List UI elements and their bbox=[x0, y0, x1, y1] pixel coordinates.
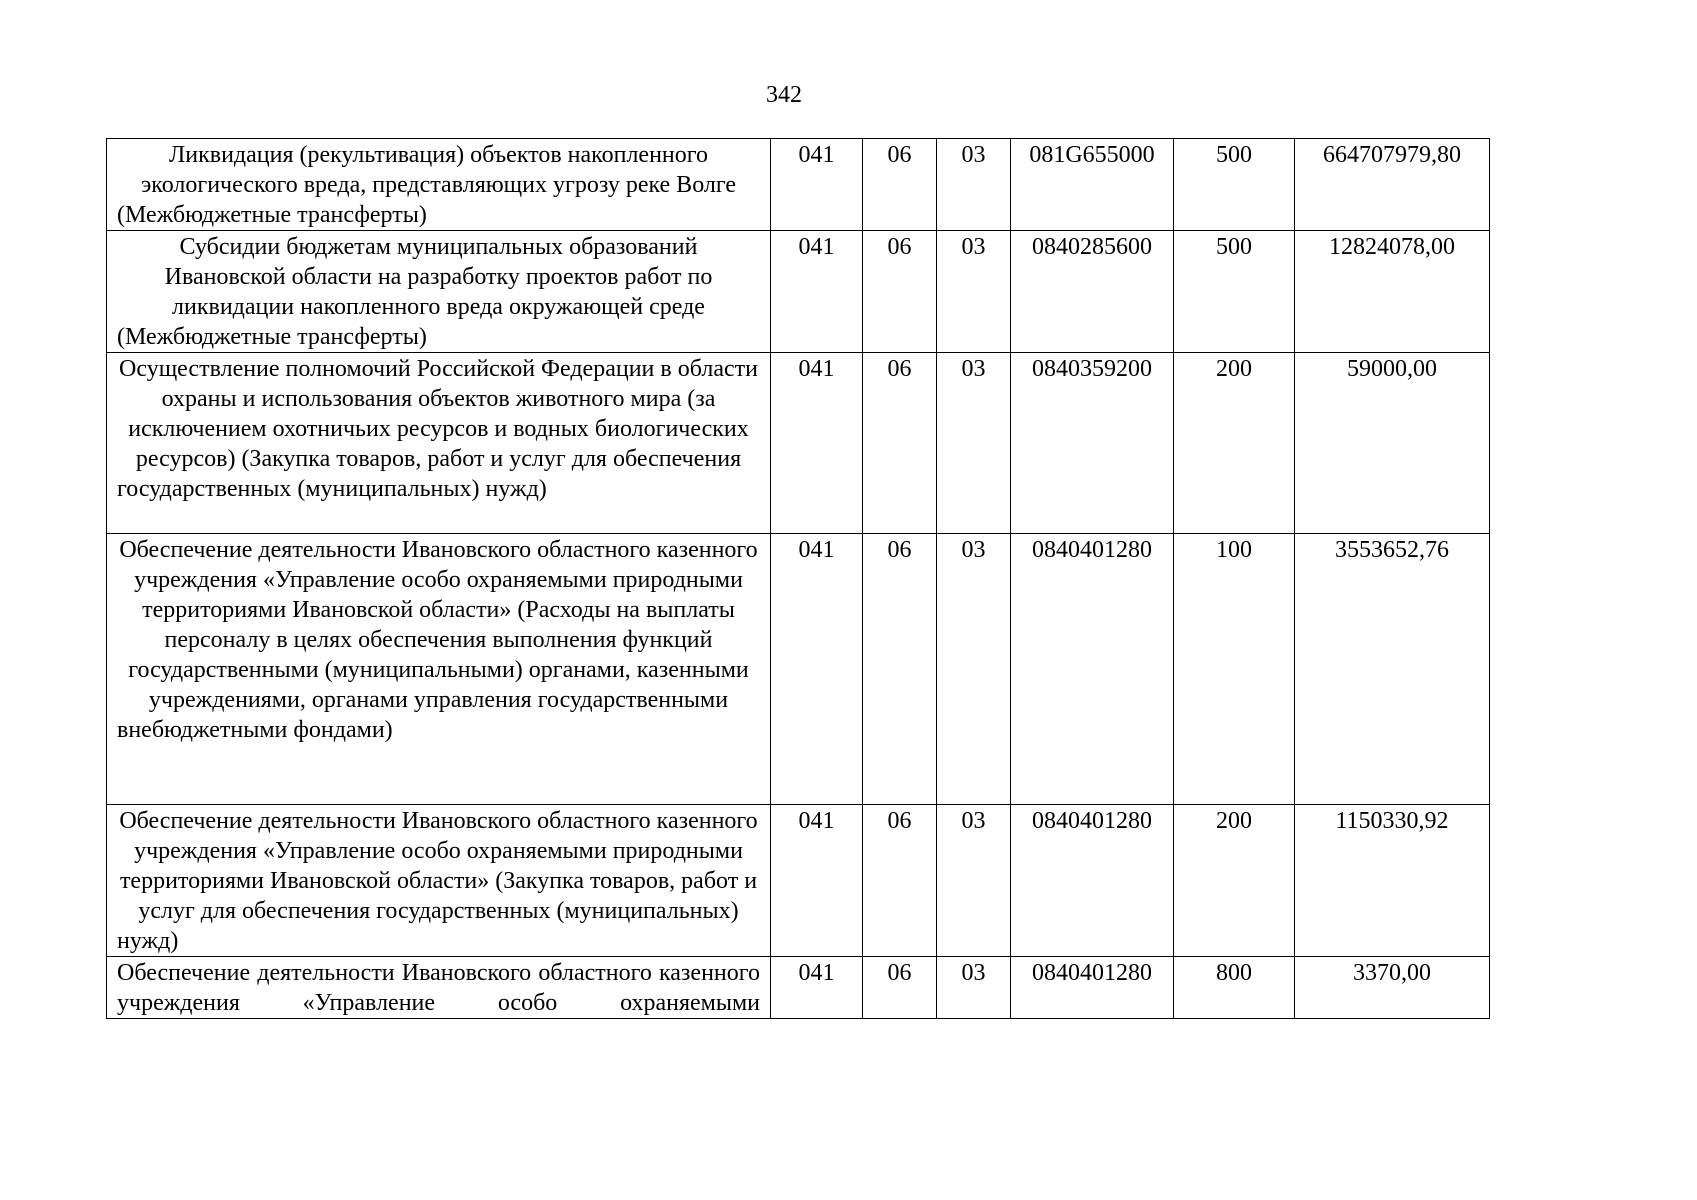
row-section-code: 06 bbox=[863, 805, 937, 957]
row-expense-type-code: 100 bbox=[1174, 534, 1295, 805]
table-row bbox=[107, 957, 1490, 1019]
row-target-article-code: 0840401280 bbox=[1011, 805, 1174, 957]
table-row bbox=[107, 805, 1490, 957]
row-expense-type-code: 500 bbox=[1174, 231, 1295, 353]
row-amount: 59000,00 bbox=[1295, 353, 1490, 534]
row-expense-type-code: 200 bbox=[1174, 805, 1295, 957]
row-target-article-code: 081G655000 bbox=[1011, 139, 1174, 231]
row-subsection-code: 03 bbox=[937, 805, 1011, 957]
table-row bbox=[107, 353, 1490, 534]
row-amount: 12824078,00 bbox=[1295, 231, 1490, 353]
row-expense-type-code: 500 bbox=[1174, 139, 1295, 231]
row-grbs-code: 041 bbox=[771, 353, 863, 534]
row-description: Обеспечение деятельности Ивановского областного казенного учреждения «Управление особо охраняемыми bbox=[107, 957, 771, 1019]
row-amount: 664707979,80 bbox=[1295, 139, 1490, 231]
row-grbs-code: 041 bbox=[771, 957, 863, 1019]
row-amount: 1150330,92 bbox=[1295, 805, 1490, 957]
row-section-code: 06 bbox=[863, 231, 937, 353]
page-number: 342 bbox=[766, 82, 802, 108]
row-expense-type-code: 800 bbox=[1174, 957, 1295, 1019]
row-description: Субсидии бюджетам муниципальных образований Ивановской области на разработку проектов работ по ликвидации накопленного вреда окружающей среде (Межбюджетные трансферты) bbox=[107, 231, 771, 353]
row-section-code: 06 bbox=[863, 534, 937, 805]
row-subsection-code: 03 bbox=[937, 957, 1011, 1019]
row-subsection-code: 03 bbox=[937, 139, 1011, 231]
row-description: Обеспечение деятельности Ивановского областного казенного учреждения «Управление особо охраняемыми природными территориями Ивановской области» (Расходы на выплаты персоналу в целях обеспечения выполнения функций государственными (муниципальными) органами, казенными учреждениями, органами управления государственными внебюджетными фондами) bbox=[107, 534, 771, 805]
row-target-article-code: 0840285600 bbox=[1011, 231, 1174, 353]
row-target-article-code: 0840359200 bbox=[1011, 353, 1174, 534]
row-target-article-code: 0840401280 bbox=[1011, 957, 1174, 1019]
row-subsection-code: 03 bbox=[937, 534, 1011, 805]
row-subsection-code: 03 bbox=[937, 353, 1011, 534]
budget-table bbox=[106, 138, 1490, 1019]
row-section-code: 06 bbox=[863, 957, 937, 1019]
row-expense-type-code: 200 bbox=[1174, 353, 1295, 534]
row-section-code: 06 bbox=[863, 139, 937, 231]
row-grbs-code: 041 bbox=[771, 805, 863, 957]
row-grbs-code: 041 bbox=[771, 139, 863, 231]
row-target-article-code: 0840401280 bbox=[1011, 534, 1174, 805]
table-row bbox=[107, 231, 1490, 353]
table-row bbox=[107, 139, 1490, 231]
row-subsection-code: 03 bbox=[937, 231, 1011, 353]
row-description: Осуществление полномочий Российской Федерации в области охраны и использования объектов животного мира (за исключением охотничьих ресурсов и водных биологических ресурсов) (Закупка товаров, работ и услуг для обеспечения государственных (муниципальных) нужд) bbox=[107, 353, 771, 534]
row-description: Обеспечение деятельности Ивановского областного казенного учреждения «Управление особо охраняемыми природными территориями Ивановской области» (Закупка товаров, работ и услуг для обеспечения государственных (муниципальных) нужд) bbox=[107, 805, 771, 957]
row-section-code: 06 bbox=[863, 353, 937, 534]
row-description: Ликвидация (рекультивация) объектов накопленного экологического вреда, представляющих угрозу реке Волге (Межбюджетные трансферты) bbox=[107, 139, 771, 231]
row-grbs-code: 041 bbox=[771, 534, 863, 805]
table-row bbox=[107, 534, 1490, 805]
row-amount: 3553652,76 bbox=[1295, 534, 1490, 805]
row-amount: 3370,00 bbox=[1295, 957, 1490, 1019]
row-grbs-code: 041 bbox=[771, 231, 863, 353]
